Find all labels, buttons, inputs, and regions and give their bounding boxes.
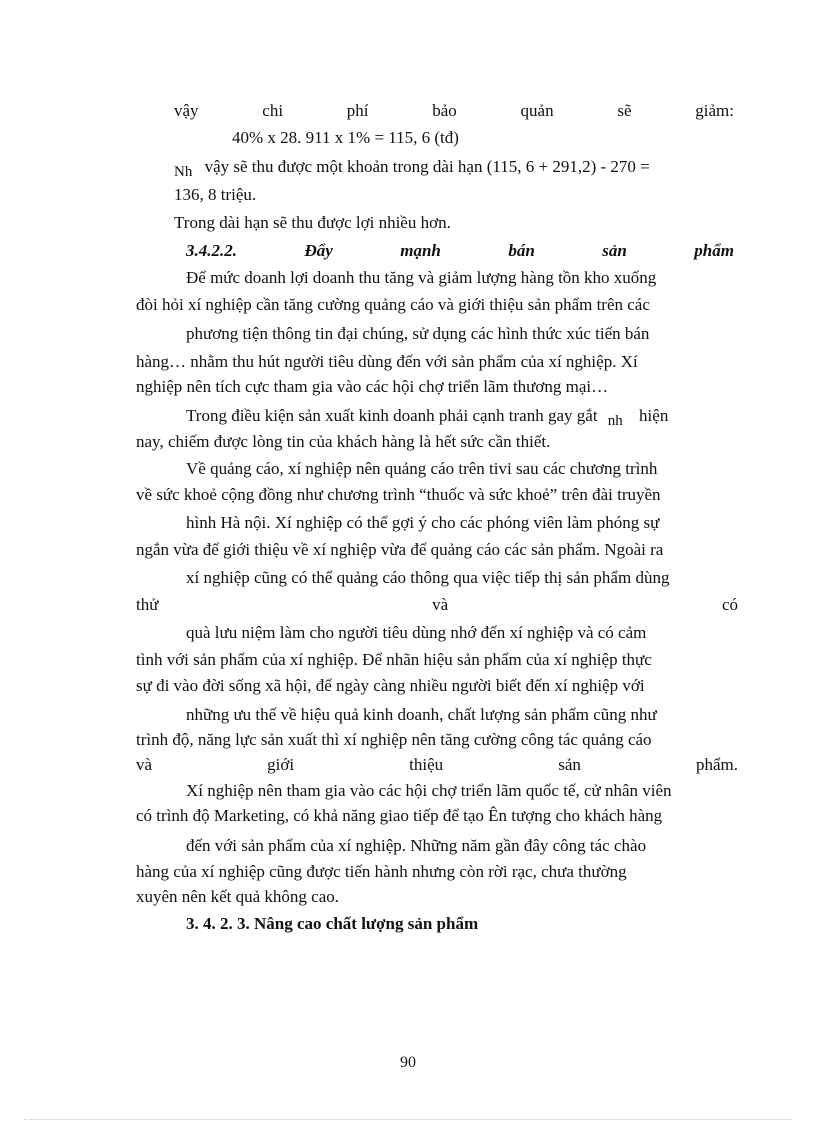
text-line-20: quà lưu niệm làm cho người tiêu dùng nhớ đến xí nghiệp và có cảm bbox=[186, 623, 647, 642]
text-line-17: ngắn vừa để giới thiệu về xí nghiệp vừa để quảng cáo các sản phẩm. Ngoài ra bbox=[136, 540, 664, 559]
page-bottom-rule bbox=[24, 1119, 792, 1120]
text-line-19 bbox=[136, 595, 738, 615]
text-line-7: Để mức doanh lợi doanh thu tăng và giảm lượng hàng tồn kho xuống bbox=[186, 268, 657, 287]
text-line-13: nay, chiếm được lòng tin của khách hàng là hết sức cần thiết. bbox=[136, 432, 551, 451]
word: có bbox=[721, 595, 738, 614]
section-heading-3-4-2-2 bbox=[186, 241, 734, 261]
word: vậy bbox=[174, 101, 199, 120]
heading-word: Đẩy bbox=[304, 241, 333, 260]
text-line-23: những ưu thế về hiệu quả kinh doanh, chất lượng sản phẩm cũng như bbox=[186, 705, 657, 724]
word: chi bbox=[262, 101, 284, 120]
text-line-9: phương tiện thông tin đại chúng, sử dụng các hình thức xúc tiến bán bbox=[186, 324, 650, 343]
word: sản bbox=[558, 755, 581, 774]
word: giảm: bbox=[695, 101, 734, 120]
word: thiệu bbox=[409, 755, 444, 774]
word: quản bbox=[520, 101, 554, 120]
word: giới bbox=[267, 755, 295, 774]
text-line-29: hàng của xí nghiệp cũng được tiến hành nhưng còn rời rạc, chưa thường bbox=[136, 862, 627, 881]
text-line-10: hàng… nhằm thu hút người tiêu dùng đến với sản phẩm của xí nghiệp. Xí bbox=[136, 352, 638, 371]
text-line-28: đến với sản phẩm của xí nghiệp. Những năm gần đây công tác chào bbox=[186, 836, 647, 855]
word: thử bbox=[136, 595, 159, 614]
heading-word: mạnh bbox=[400, 241, 441, 260]
formula-line: 40% x 28. 911 x 1% = 115, 6 (tđ) bbox=[232, 128, 459, 147]
line-tail: hiện bbox=[639, 406, 669, 425]
word: và bbox=[136, 755, 153, 774]
heading-word: phẩm bbox=[694, 241, 734, 260]
broken-glyph: nh bbox=[607, 413, 623, 429]
text-line-15: về sức khoẻ cộng đồng như chương trình “thuốc và sức khoẻ” trên đài truyền bbox=[136, 485, 661, 504]
broken-glyph: Nh bbox=[174, 164, 193, 180]
section-heading-3-4-2-3: 3. 4. 2. 3. Nâng cao chất lượng sản phẩm bbox=[186, 914, 479, 933]
text-line-12 bbox=[186, 406, 669, 429]
word: phí bbox=[346, 101, 369, 120]
text-line-8: đòi hỏi xí nghiệp cần tăng cường quảng cáo và giới thiệu sản phẩm trên các bbox=[136, 295, 650, 314]
heading-word: 3.4.2.2. bbox=[186, 241, 237, 260]
text-line-22: sự đi vào đời sống xã hội, để ngày càng nhiều người biết đến xí nghiệp với bbox=[136, 676, 645, 695]
text-line-5: Trong dài hạn sẽ thu được lợi nhiều hơn. bbox=[174, 213, 451, 232]
word: sẽ bbox=[617, 101, 632, 120]
line-text: vậy sẽ thu được một khoản trong dài hạn (115, 6 + 291,2) - 270 = bbox=[204, 157, 650, 176]
heading-word: sản bbox=[602, 241, 627, 260]
word: và bbox=[432, 595, 449, 614]
text-line-16: hình Hà nội. Xí nghiệp có thể gợi ý cho các phóng viên làm phóng sự bbox=[186, 513, 660, 532]
text-line-14: Về quảng cáo, xí nghiệp nên quảng cáo trên tivi sau các chương trình bbox=[186, 459, 658, 478]
text-line-26: Xí nghiệp nên tham gia vào các hội chợ triển lãm quốc tế, cử nhân viên bbox=[186, 781, 672, 800]
text-line-1 bbox=[174, 101, 734, 121]
word: phẩm. bbox=[695, 755, 738, 774]
text-line-25 bbox=[136, 755, 738, 775]
text-line-24: trình độ, năng lực sản xuất thì xí nghiệp nên tăng cường công tác quảng cáo bbox=[136, 730, 652, 749]
text-line-11: nghiệp nên tích cực tham gia vào các hội chợ triển lãm thương mại… bbox=[136, 377, 609, 396]
line-text: Trong điều kiện sản xuất kinh doanh phải cạnh tranh gay gắt bbox=[186, 406, 598, 425]
text-line-4: 136, 8 triệu. bbox=[174, 185, 257, 204]
page-number: 90 bbox=[400, 1054, 416, 1071]
heading-word: bán bbox=[508, 241, 535, 260]
text-line-18: xí nghiệp cũng có thể quảng cáo thông qua việc tiếp thị sản phẩm dùng bbox=[186, 568, 670, 587]
word: bảo bbox=[432, 101, 457, 120]
text-line-3 bbox=[174, 157, 734, 180]
text-line-27: có trình độ Marketing, có khả năng giao tiếp để tạo Ên tượng cho khách hàng bbox=[136, 806, 663, 825]
text-line-21: tình với sản phẩm của xí nghiệp. Để nhãn hiệu sản phẩm của xí nghiệp thực bbox=[136, 650, 652, 669]
text-line-30: xuyên nên kết quả không cao. bbox=[136, 887, 339, 906]
